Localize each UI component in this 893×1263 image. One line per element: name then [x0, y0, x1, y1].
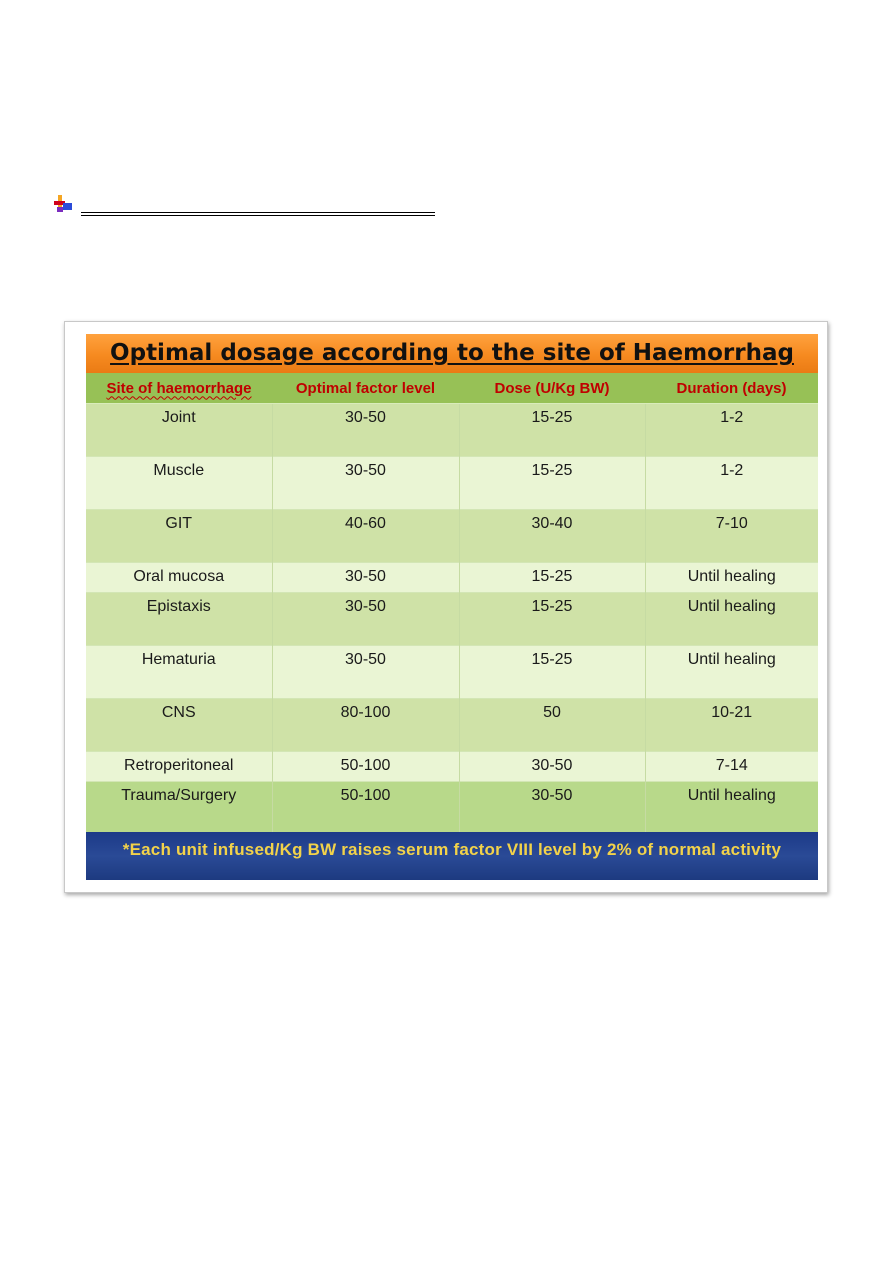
table-cell: 30-40	[459, 510, 645, 563]
colored-square-bullet-icon	[54, 194, 74, 214]
table-cell: 15-25	[459, 593, 645, 646]
table-cell: Retroperitoneal	[86, 752, 272, 782]
table-cell: Trauma/Surgery	[86, 782, 272, 835]
table-row	[86, 404, 818, 457]
table-cell: 7-10	[645, 510, 818, 563]
table-cell: CNS	[86, 699, 272, 752]
table-header-row	[86, 373, 818, 404]
table-row	[86, 457, 818, 510]
heading-underline-rule	[81, 212, 435, 216]
bullet-heading-row	[54, 194, 454, 218]
table-row	[86, 593, 818, 646]
slide-content	[86, 334, 818, 880]
table-cell: Hematuria	[86, 646, 272, 699]
table-cell: Epistaxis	[86, 593, 272, 646]
table-cell: Oral mucosa	[86, 563, 272, 593]
table-cell: 30-50	[272, 457, 459, 510]
table-cell: 50-100	[272, 782, 459, 835]
table-row	[86, 510, 818, 563]
column-header: Dose (U/Kg BW)	[459, 373, 645, 404]
table-cell: 30-50	[272, 593, 459, 646]
table-cell: Until healing	[645, 646, 818, 699]
table-cell: Joint	[86, 404, 272, 457]
table-cell: 30-50	[459, 782, 645, 835]
table-row	[86, 646, 818, 699]
table-cell: 40-60	[272, 510, 459, 563]
slide-image	[64, 321, 828, 893]
table-row	[86, 782, 818, 835]
table-cell: 50-100	[272, 752, 459, 782]
column-header: Optimal factor level	[272, 373, 459, 404]
table-cell: 10-21	[645, 699, 818, 752]
table-cell: Muscle	[86, 457, 272, 510]
table-cell: 50	[459, 699, 645, 752]
table-cell: 30-50	[459, 752, 645, 782]
table-cell: 15-25	[459, 646, 645, 699]
table-cell: 30-50	[272, 404, 459, 457]
table-cell: 15-25	[459, 404, 645, 457]
table-cell: Until healing	[645, 782, 818, 835]
table-cell: 7-14	[645, 752, 818, 782]
slide-footnote: *Each unit infused/Kg BW raises serum factor VIII level by 2% of normal activity	[86, 832, 818, 880]
table-row	[86, 752, 818, 782]
table-cell: 1-2	[645, 404, 818, 457]
table-cell: 80-100	[272, 699, 459, 752]
table-cell: Until healing	[645, 593, 818, 646]
table-cell: GIT	[86, 510, 272, 563]
table-cell: 30-50	[272, 646, 459, 699]
table-cell: 1-2	[645, 457, 818, 510]
table-cell: 30-50	[272, 563, 459, 593]
table-cell: Until healing	[645, 563, 818, 593]
table-cell: 15-25	[459, 457, 645, 510]
table-row	[86, 699, 818, 752]
dosage-table	[86, 373, 818, 834]
slide-title: Optimal dosage according to the site of Haemorrhag	[86, 334, 818, 373]
column-header: Site of haemorrhage	[86, 373, 272, 404]
column-header: Duration (days)	[645, 373, 818, 404]
table-row	[86, 563, 818, 593]
table-cell: 15-25	[459, 563, 645, 593]
